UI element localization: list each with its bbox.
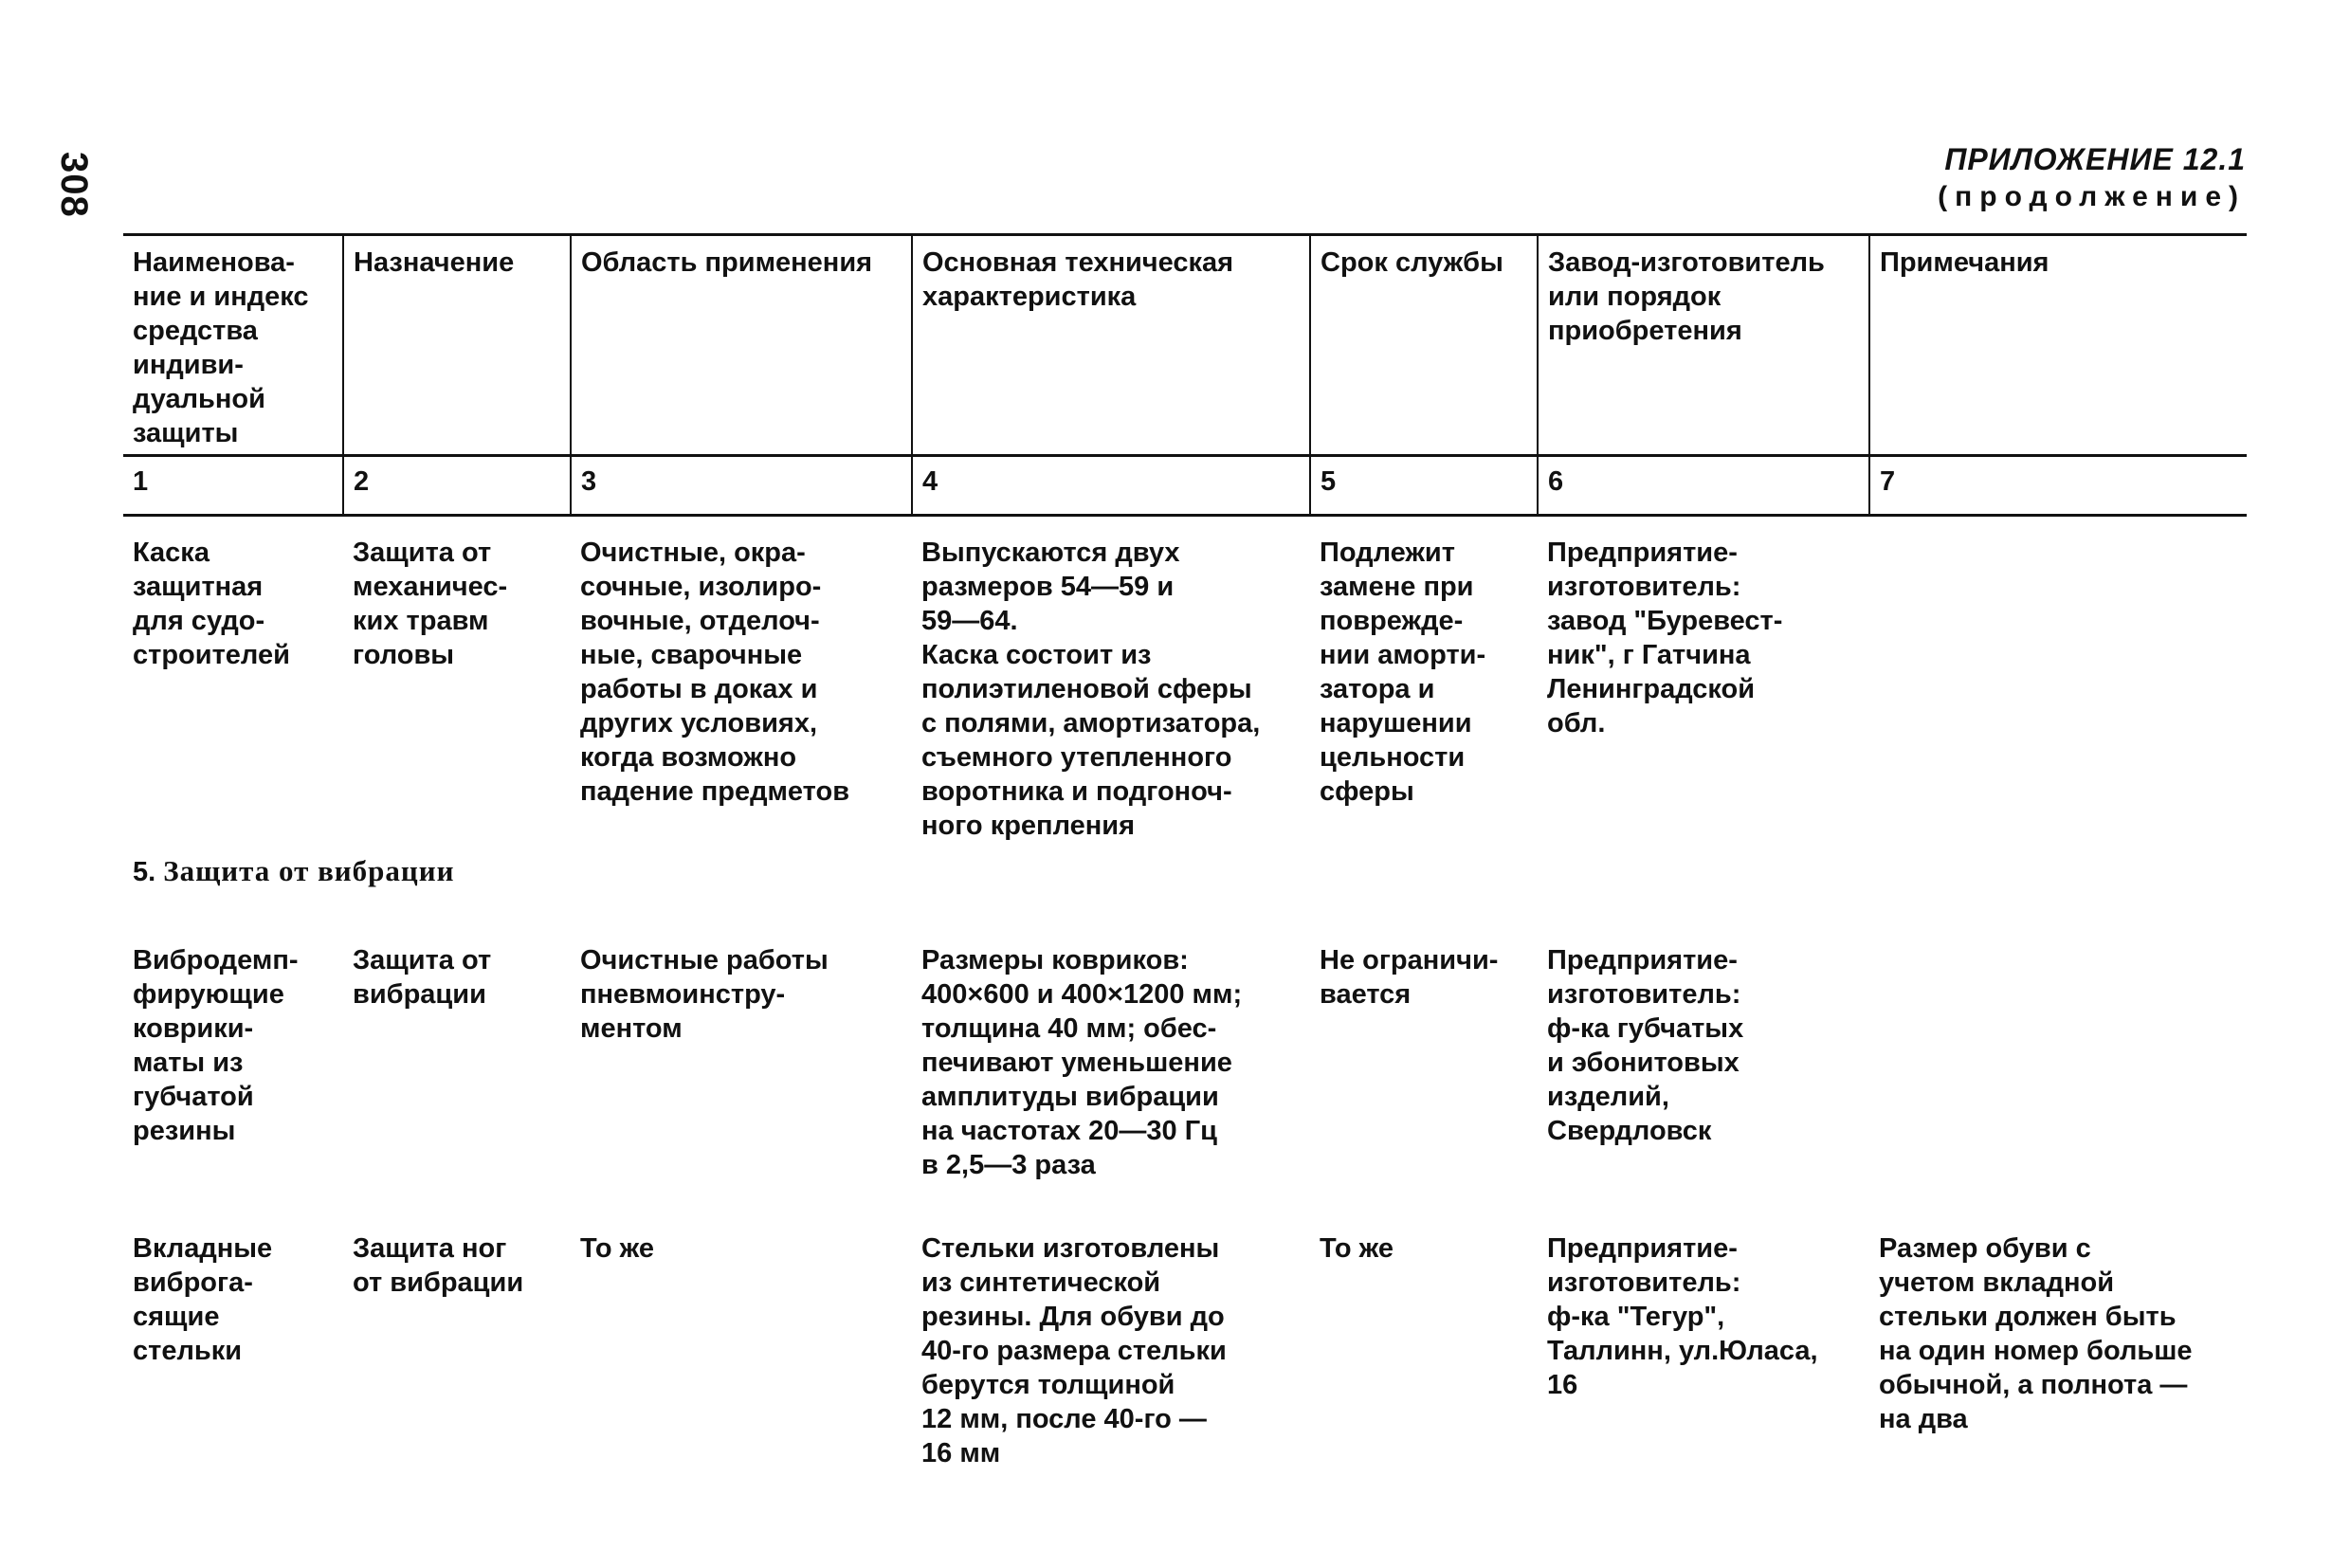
cell-application: Очистные работы пневмоинстру- ментом [580, 945, 829, 1044]
table-row [123, 1209, 2247, 1470]
column-number: 1 [123, 456, 343, 516]
column-header: Назначение [343, 235, 571, 456]
section-heading-row [123, 848, 2247, 921]
cell-notes: Размер обуви с учетом вкладной стельки должен быть на один номер больше обычной, а полнота — на два [1879, 1233, 2193, 1434]
column-header: Область применения [571, 235, 912, 456]
cell-characteristic: Выпускаются двух размеров 54—59 и 59—64. Каска состоит из полиэтиленовой сферы с полями, амортизатора, съемного утепленного воротника и подгоноч- ного крепления [921, 538, 1261, 841]
cell-name: Вкладные виброга- сящие стельки [133, 1233, 273, 1366]
column-number: 3 [571, 456, 912, 516]
section-title: Защита от вибрации [163, 854, 455, 887]
page-number: 308 [53, 152, 95, 218]
cell-manufacturer: Предприятие- изготовитель: ф-ка губчатых и эбонитовых изделий, Свердловск [1547, 945, 1744, 1146]
cell-name: Каска защитная для судо- строителей [133, 538, 290, 670]
cell-application: Очистные, окра- сочные, изолиро- вочные, отделоч- ные, сварочные работы в доках и других условиях, когда возможно падение предметов [580, 538, 850, 807]
appendix-header [1938, 142, 2246, 213]
ppe-table [123, 233, 2247, 1470]
cell-notes [1869, 921, 2247, 1209]
column-header: Срок службы [1310, 235, 1538, 456]
cell-service-life: Подлежит замене при поврежде- нии аморти- затора и нарушении цельности сферы [1320, 538, 1486, 807]
cell-purpose: Защита ног от вибрации [353, 1233, 524, 1298]
cell-name: Вибродемп- фирующие коврики- маты из губчатой резины [133, 945, 299, 1146]
table-row [123, 516, 2247, 849]
section-heading [123, 848, 2247, 921]
column-header: Примечания [1869, 235, 2247, 456]
table-header-row [123, 235, 2247, 456]
cell-purpose: Защита от вибрации [353, 945, 492, 1010]
appendix-subtitle: (продолжение) [1938, 181, 2246, 212]
cell-manufacturer: Предприятие- изготовитель: ф-ка "Тегур", Таллинн, ул.Юласа, 16 [1547, 1233, 1818, 1400]
cell-manufacturer: Предприятие- изготовитель: завод "Буревест- ник", г Гатчина Ленинградской обл. [1547, 538, 1783, 738]
column-number-row [123, 456, 2247, 516]
column-header: Основная техническая характеристика [912, 235, 1310, 456]
column-header: Завод-изготовитель или порядок приобретения [1538, 235, 1869, 456]
column-number: 7 [1869, 456, 2247, 516]
cell-purpose: Защита от механичес- ких травм головы [353, 538, 508, 670]
table-row [123, 921, 2247, 1209]
column-number: 5 [1310, 456, 1538, 516]
column-number: 4 [912, 456, 1310, 516]
cell-application: То же [580, 1233, 654, 1264]
cell-service-life: То же [1320, 1233, 1394, 1264]
cell-characteristic: Размеры ковриков: 400×600 и 400×1200 мм; толщина 40 мм; обес- печивают уменьшение амплитуды вибрации на частотах 20—30 Гц в 2,5—3 раза [921, 945, 1243, 1180]
column-number: 6 [1538, 456, 1869, 516]
column-header: Наименова- ние и индекс средства индиви- дуальной защиты [123, 235, 343, 456]
cell-characteristic: Стельки изготовлены из синтетической резины. Для обуви до 40-го размера стельки берутся толщиной 12 мм, после 40-го — 16 мм [921, 1233, 1227, 1468]
section-number: 5. [133, 857, 156, 887]
column-number: 2 [343, 456, 571, 516]
cell-service-life: Не ограничи- вается [1320, 945, 1499, 1010]
cell-notes [1869, 516, 2247, 849]
appendix-title: ПРИЛОЖЕНИЕ 12.1 [1944, 142, 2246, 176]
